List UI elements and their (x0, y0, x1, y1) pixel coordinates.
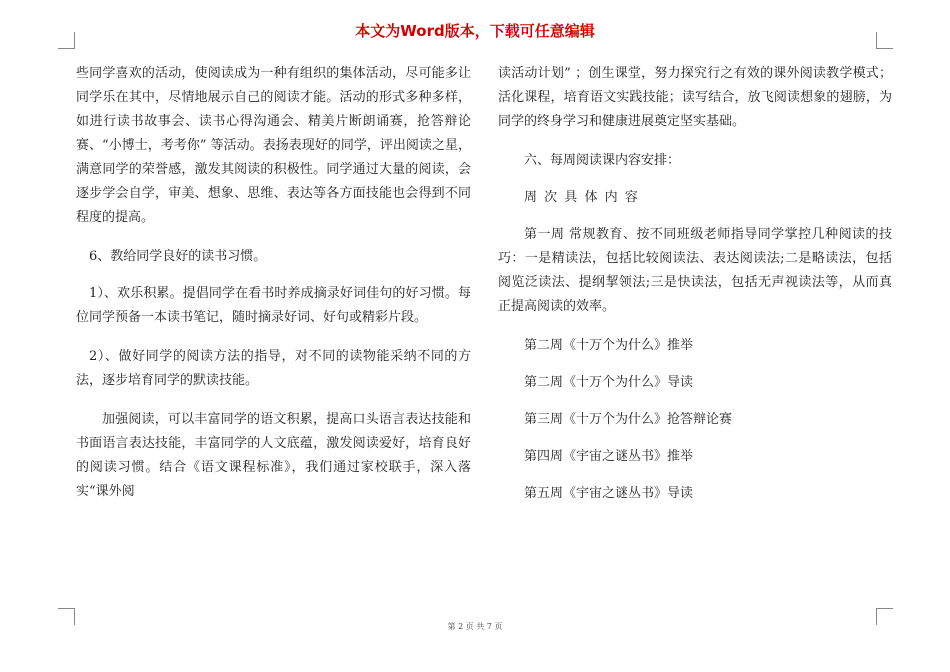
paragraph: 加强阅读，可以丰富同学的语文积累，提高口头语言表达技能和书面语言表达技能，丰富同学的人文底蕴，激发阅读爱好，培育良好的阅读习惯。结合《语文课程标准》，我们通过家校联手，深入落实“课外阅 (76, 412, 471, 499)
schedule-item: 第三周《十万个为什么》抢答辩论赛 (524, 412, 733, 427)
schedule-item: 第二周《十万个为什么》推举 (524, 338, 694, 353)
section-heading: 六、每周阅读课内容安排： (524, 153, 681, 168)
paragraph: 第一周 常规教育、按不同班级老师指导同学掌控几种阅读的技巧：一是精读法，包括比较阅读法、表达阅读法;二是略读法，包括阅览泛读法、提纲挈领法;三是快读法，包括无声视读法等，从而真正提高阅读的效率。 (498, 227, 892, 314)
paragraph: 1）、欢乐积累。提倡同学在看书时养成摘录好词佳句的好习惯。每位同学预备一本读书笔记，随时摘录好词、好句或精彩片段。 (76, 286, 471, 325)
paragraph: 2）、做好同学的阅读方法的指导，对不同的读物能采纳不同的方法，逐步培育同学的默读技能。 (76, 349, 471, 388)
crop-mark-top-left (58, 32, 75, 49)
page-header-watermark: 本文为Word版本，下载可任意编辑 (355, 22, 595, 40)
crop-mark-top-right (876, 32, 893, 49)
left-column (76, 62, 471, 519)
paragraph: 6、教给同学良好的读书习惯。 (89, 249, 267, 264)
paragraph: 些同学喜欢的活动，使阅读成为一种有组织的集体活动，尽可能多让同学乐在其中，尽情地展示自己的阅读才能。活动的形式多种多样，如进行读书故事会、读书心得沟通会、精美片断朗诵赛，抢答辩论赛、“小博士，考考你” 等活动。表扬表现好的同学，评出阅读之星，满意同学的荣誉感，激发其阅读的积极性。同学通过大量的阅读，会逐步学会自学，审美、想象、思维、表达等各方面技能也会得到不同程度的提高。 (76, 66, 471, 225)
page-number: 第 2 页 共 7 页 (447, 622, 503, 631)
right-column (498, 62, 892, 519)
schedule-item: 第二周《十万个为什么》导读 (524, 375, 694, 390)
schedule-item: 第四周《宇宙之谜丛书》推举 (524, 449, 694, 464)
schedule-header: 周次具体内容 (524, 190, 645, 205)
paragraph: 读活动计划” ；创生课堂，努力探究行之有效的课外阅读教学模式；活化课程，培育语文实践技能；读写结合，放飞阅读想象的翅膀，为同学的终身学习和健康进展奠定坚实基础。 (498, 66, 892, 129)
schedule-item: 第五周《宇宙之谜丛书》导读 (524, 486, 694, 501)
